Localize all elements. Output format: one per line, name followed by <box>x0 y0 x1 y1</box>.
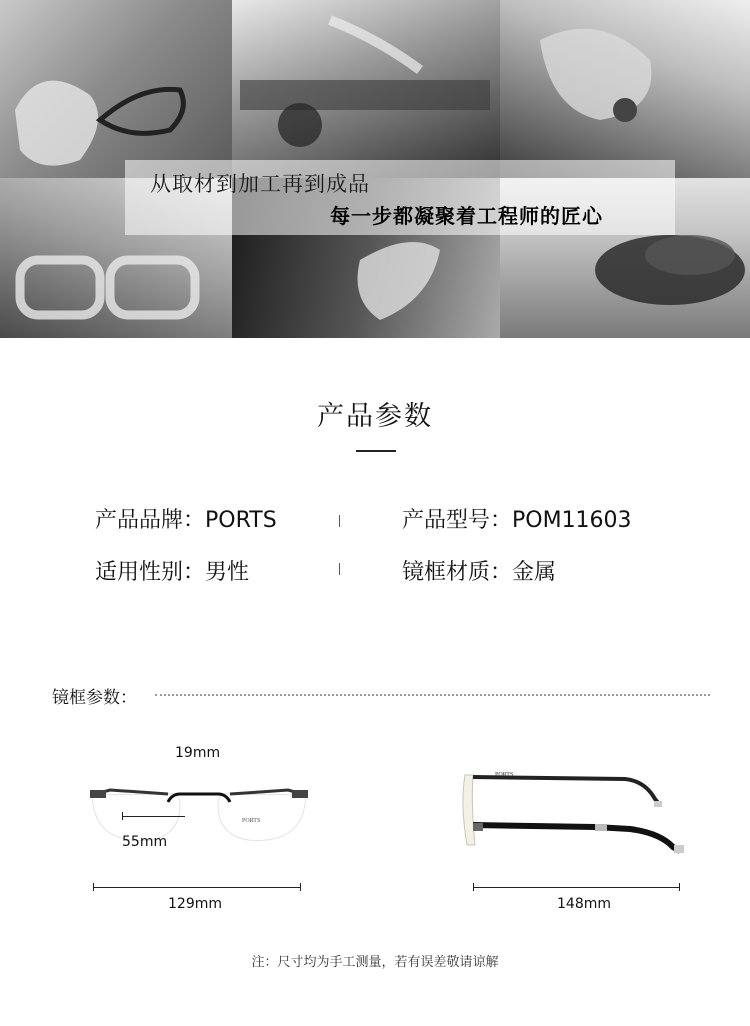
frame-params-heading: 镜框参数： <box>52 688 137 708</box>
temple-length-tick-right <box>679 883 680 891</box>
bridge-width-label: 19mm <box>175 745 221 761</box>
temple-length-tick-left <box>473 883 474 891</box>
title-underline <box>356 450 396 452</box>
spec-separator <box>339 563 340 575</box>
glasses-front-view <box>80 760 320 850</box>
svg-text:PORTS: PORTS <box>242 818 261 824</box>
params-title: 产品参数 <box>317 401 433 432</box>
temple-length-label: 148mm <box>557 896 611 912</box>
front-width-tick-right <box>300 883 301 891</box>
svg-text:PORTS: PORTS <box>495 772 514 778</box>
hero-slogan-line1: 从取材到加工再到成品 <box>150 172 370 196</box>
spec-model: 产品型号：POM11603 <box>402 508 632 533</box>
front-width-line <box>93 887 301 888</box>
dotted-divider <box>155 694 710 696</box>
hero-collage <box>0 0 750 338</box>
front-width-label: 129mm <box>168 896 222 912</box>
lens-width-tick <box>122 812 123 820</box>
lens-width-line <box>122 816 185 817</box>
hero-slogan-line2: 每一步都凝聚着工程师的匠心 <box>330 204 603 228</box>
spec-brand: 产品品牌：PORTS <box>95 508 277 533</box>
spec-material: 镜框材质：金属 <box>402 560 557 585</box>
spec-separator <box>339 515 340 527</box>
front-width-tick-left <box>93 883 94 891</box>
temple-length-line <box>473 887 680 888</box>
spec-gender: 适用性别：男性 <box>95 560 250 585</box>
measurement-note: 注：尺寸均为手工测量，若有误差敬请谅解 <box>251 955 499 970</box>
lens-width-label: 55mm <box>122 834 168 850</box>
glasses-side-view <box>455 765 695 855</box>
